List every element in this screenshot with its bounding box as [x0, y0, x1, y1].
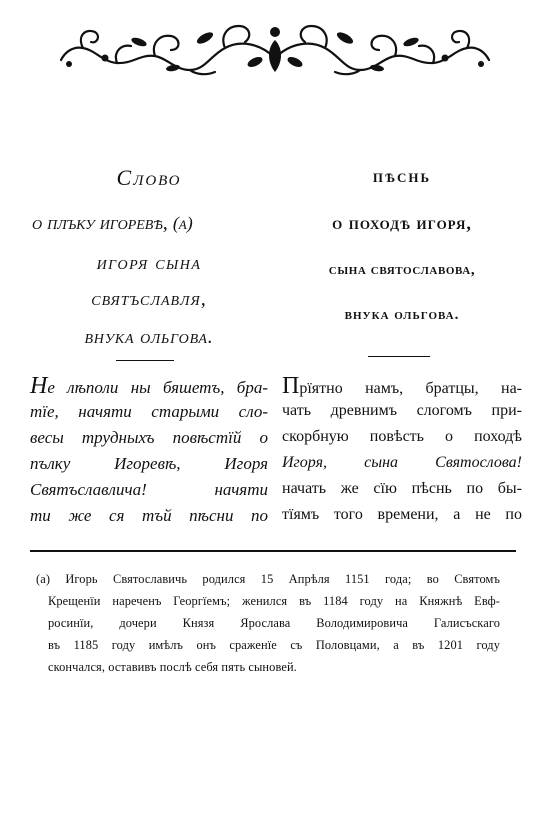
right-body-line: чать древнимъ слогомъ при-	[282, 402, 522, 419]
left-title-line: Слово	[116, 165, 182, 190]
left-body-line: тїе, начяти старыми сло-	[30, 402, 268, 421]
left-body-line: ти же ся тъй пѣсни по	[30, 506, 268, 525]
left-title-line: внука ольгова.	[84, 326, 214, 348]
footnote-marker: (а)	[172, 213, 193, 233]
footnote-line: росинїи, дочери Князя Ярослава Володимировича Галисъскаго	[48, 616, 500, 630]
right-body-line: тїямъ того времени, а не по	[282, 506, 522, 523]
left-body-line: весы трудныхъ повѣстїй о	[30, 428, 268, 447]
headpiece-ornament	[55, 18, 495, 80]
right-title-line: внука ольгова.	[344, 307, 460, 323]
right-body-line: скорбную повѣсть о походѣ	[282, 428, 522, 445]
left-body-line: Не лѣполи ны бяшетъ, бра-	[30, 373, 268, 399]
right-body-line: Игоря, сына Святослова!	[282, 454, 522, 471]
footnote-line: (а) Игорь Святославичь родился 15 Апрѣля 1151 года; во Святомъ	[36, 572, 500, 586]
footnote-line: Крещенїи нареченъ Георгїемъ; женился въ 1184 году на Княжнѣ Евф-	[48, 594, 500, 608]
right-title-rule	[368, 356, 430, 357]
right-body-line: Прїятно намъ, братцы, на-	[282, 373, 522, 399]
left-title-line: святъславля,	[91, 288, 207, 310]
footnote-separator	[30, 550, 516, 552]
left-body-line: пълку Игоревѣ, Игоря	[30, 454, 268, 473]
left-title-line: о плъку игоревѣ, (а)	[32, 212, 193, 234]
left-title-rule	[116, 360, 174, 361]
left-body-line: Святъславлича! начяти	[30, 480, 268, 499]
left-title-line: игоря сына	[96, 252, 202, 274]
right-title-line: о походѣ игоря,	[332, 213, 472, 233]
right-title-line: пѣснь	[372, 166, 432, 187]
right-title-line: сына святославова,	[328, 262, 476, 278]
footnote-line: скончался, оставивъ послѣ себя пять сыновей.	[48, 660, 297, 674]
right-body-line: начать же сїю пѣснь по бы-	[282, 480, 522, 497]
footnote-line: въ 1185 году имѣлъ онъ сраженїе съ Половцами, а въ 1201 году	[48, 638, 500, 652]
